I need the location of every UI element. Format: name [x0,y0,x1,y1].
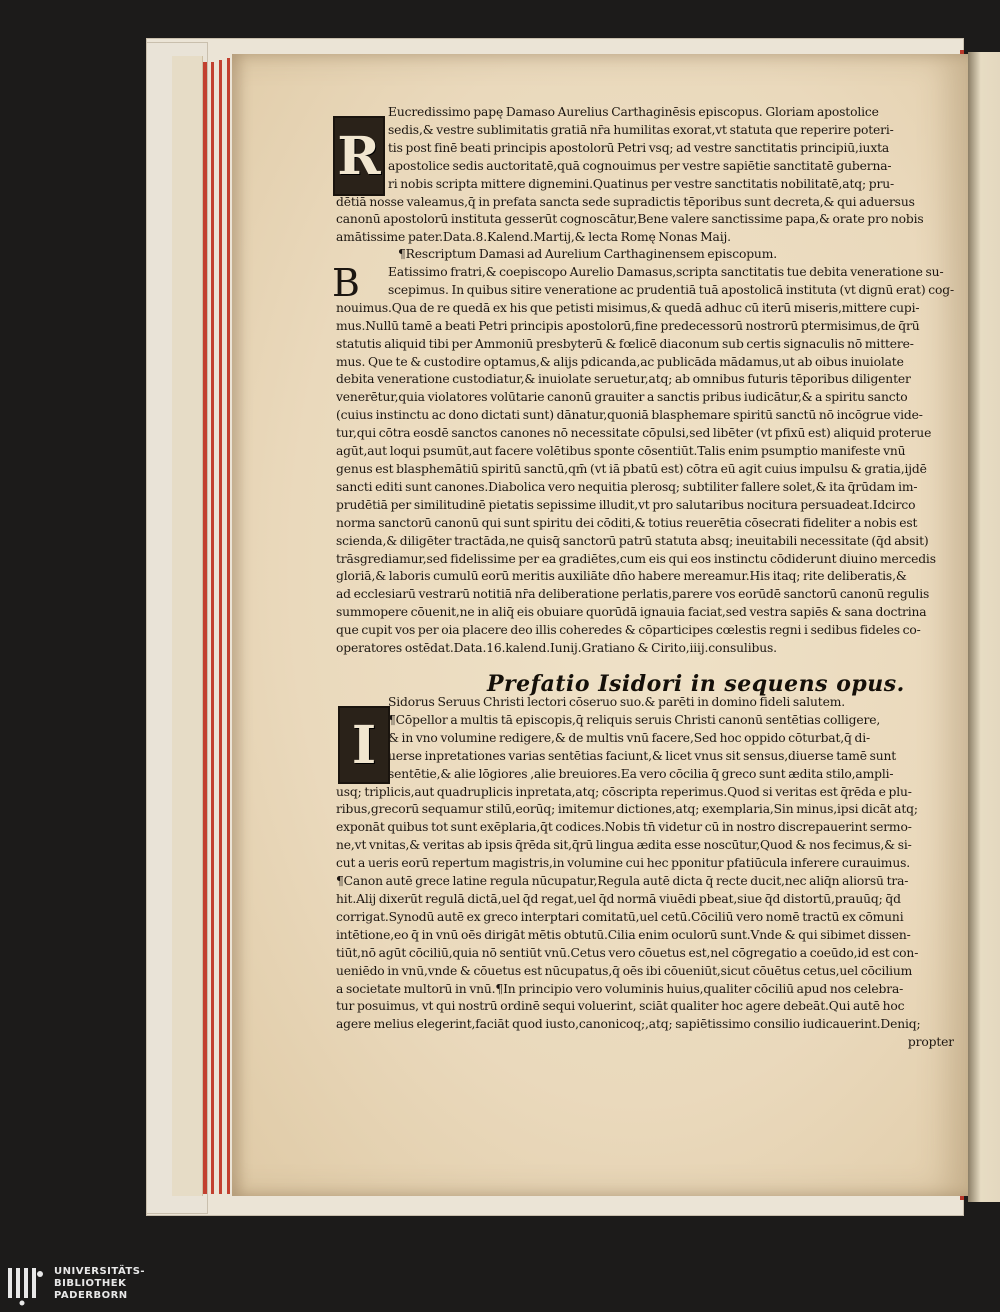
rescript-line: venerētur,quia violatores volūtarie canonū grauiter a sanctis pribus iudicātur,& a spiritu sancto [336,390,908,405]
preface-line: ¶Canon autē grece latine regula nūcupatur,Regula autē dicta q̄ recte ducit,nec aliq̄n aliorsū tra- [336,874,909,889]
rescript-line: scepimus. In quibus sitire veneratione ac prudentiā tuā apostolicā instituta (vt dignū erat) cog- [388,282,954,297]
letter-line: amātissime pater.Data.8.Kalend.Martij,& lecta Romę Nonas Maij. [336,230,731,245]
preface-line: exponāt quibus tot sunt exēplaria,q̄t codices.Nobis tn̄ videtur cū in nostro discrepauerint sermo- [336,820,912,835]
preface-line: ne,vt vnitas,& veritas ab ipsis q̄rēda sit,q̄rū lingua ædita esse noscūtur,Quod & nos fecimus,& si- [336,838,912,853]
decorated-initial-r: R [333,116,385,196]
preface-line: agere melius elegerint,faciāt quod iusto,canonicoq;,atq; sapiētissimo consilio iudicauerint.Deniq; [336,1017,921,1032]
preface-line: ribus,grecorū sequamur stilū,eorūq; imitemur dictiones,atq; exemplaria,Sin minus,ipsi dicāt atq; [336,802,918,817]
rescript-line: agūt,aut loqui psumūt,aut facere volētibus sponte cōsentiūt.Talis enim psumptio manifeste vnū [336,444,906,459]
rescript-line: mus.Nullū tamē a beati Petri principis apostolorū,fine predecessorū nostrorū ptermisimus,de q̄rū [336,318,920,333]
rescript-line: debita veneratione custodiatur,& inuiolate seruetur,atq; ab omnibus futuris tēporibus diligenter [336,372,911,387]
logo-line-1: UNIVERSITÄTS- [54,1266,146,1277]
letter-line: canonū apostolorū instituta gesserūt cognoscātur,Bene valere sanctissime papa,& orate pro nobis [336,212,924,227]
rescript-line: summopere cōuenit,ne in aliq̄ eis obuiare quorūdā ignauia faciat,sed vestra sapiēs & sana doctrina [336,605,927,620]
library-logo-text [54,1266,145,1302]
preface-line: uerse inpretationes varias sentētias faciunt,& licet vnus sit sensus,diuerse tamē sunt [388,748,897,763]
rescript-title-block [336,246,954,264]
red-page-edge-3 [219,60,222,1194]
book-page [232,54,968,1196]
preface-line: sentētie,& alie lōgiores ,alie breuiores.Ea vero cōcilia q̄ greco sunt ædita stilo,ampli- [388,766,894,781]
logo-line-3: PADERBORN [54,1290,128,1301]
rescript-text-block [336,264,954,658]
rescript-title: ¶Rescriptum Damasi ad Aurelium Carthaginensem episcopum. [398,247,777,261]
letter-line: Eucredissimo papę Damaso Aurelius Carthaginēsis episcopus. Gloriam apostolice [388,105,879,119]
preface-line: & in vno volumine redigere,& de multis vnū facere,Sed hoc oppido cōturbat,q̄ di- [388,730,871,745]
rescript-line: scienda,& diligēter tractāda,ne quisq̄ sanctorū patrū statuta absq; ineuitabili necessitate (q̄d absit) [336,533,929,548]
rescript-line: trāsgrediamur,sed fidelissime per ea gradiētes,cum eis qui eos instinctu cōdiderunt diuino mercedis [336,551,936,566]
rescript-line: (cuius instinctu ac dono dictati sunt) dānatur,quoniā blasphemare spiritū sanctū nō incōgrue vide- [336,408,923,423]
preface-text-block [336,694,954,1052]
letter-line: tis post finē beati principis apostolorū Petri vsq; ad vestre sanctitatis principiū,iuxta [388,140,890,155]
letter-line: ri nobis scripta mittere dignemini.Quatinus per vestre sanctitatis nobilitatē,atq; pru- [388,176,894,191]
facing-page-edge [968,52,1000,1202]
rescript-line: statutis aliquid tibi per Ammoniū presbyterū & fœlicē diaconum sub certis signaculis nō mittere- [336,336,914,351]
rescript-line: operatores ostēdat.Data.16.kalend.Iunij.Gratiano & Cirito,iiij.consulibus. [336,641,777,656]
preface-line: hit.Alij dixerūt regulā dictā,uel q̄d regat,uel q̄d normā viuēdi pbeat,siue q̄d distortū,prauūq; q̄d [336,891,901,906]
rescript-line: gloriā,& laboris cumulū eorū meritis auxiliāte dn̄o habere mereamur.His itaq; rite deliberatis,& [336,569,907,584]
preface-line: cut a ueris eorū repertum magistris,in volumine cui hec pponitur pfatiūcula inferere curauimus. [336,856,911,871]
logo-line-2: BIBLIOTHEK [54,1278,127,1289]
red-page-edge-1 [203,62,207,1194]
rescript-line: genus est blasphemātiū spiritū sanctū,qm̄ (vt iā pbatū est) cōtra eū agit cuius impulsu & gratia,ijdē [336,461,927,476]
preface-line: tiūt,nō agūt cōciliū,quia nō sentiūt vnū.Cetus vero cōuetus est,nel cōgregatio a coeūdo,id est con- [336,945,919,960]
preface-line: tur posuimus, vt qui nostrū ordinē sequi voluerint, sciāt qualiter hoc agere debeāt.Qui autē hoc [336,999,905,1014]
library-logo-icon [6,1266,46,1306]
letter-text-block [336,104,954,247]
letter-line: apostolice sedis auctoritatē,quā cognouimus per vestre sapiētie sanctitatē guberna- [388,158,892,173]
letter-line: sedis,& vestre sublimitatis gratiā nr̄a humilitas exorat,vt statuta que reperire poteri- [388,122,894,137]
footer-bar [0,1262,1000,1312]
rescript-line: nouimus.Qua de re quedā ex his que petisti misimus,& quedā adhuc cū iterū miseris,mittere cupi- [336,300,920,315]
preface-heading: Prefatio Isidori in sequens opus. [487,671,905,697]
red-page-edge-2 [211,62,214,1194]
red-page-edge-4 [227,58,230,1194]
rescript-line: Eatissimo fratri,& coepiscopo Aurelio Damasus,scripta sanctitatis tue debita veneratione su- [388,265,944,279]
rescript-line: ad ecclesiarū vestrarū notitiā nr̄a deliberatione perlatis,parere vos eorūdē sanctorū canonū regulis [336,587,930,602]
letter-line: dētiā nosse valeamus,q̄ in prefata sancta sede supradictis tēporibus sunt decreta,& qui aduersus [336,194,915,209]
rescript-line: mus. Que te & custodire optamus,& alijs pdicanda,ac publicāda mādamus,ut ab oibus inuiolate [336,354,904,369]
rescript-line: norma sanctorū canonū qui sunt spiritu dei cōditi,& totius reuerētia cōsecrati fideliter a nobis est [336,515,918,530]
initial-b: B [332,261,360,305]
rescript-line: tur,qui cōtra eosdē sanctos canones nō necessitate cōpulsi,sed libēter (vt pfixū est) aliquid proterue [336,426,932,441]
rescript-line: sancti editi sunt canones.Diabolica vero nequitia plerosq; subtiliter fallere solet,& ita q̄rūdam im- [336,479,918,494]
preface-line: usq; triplicis,aut quadruplicis inpretata,atq; cōscripta reperimus.Quod si veritas est q̄rēda e plu- [336,784,912,799]
preface-line: corrigat.Synodū autē ex greco interptari comitatū,uel cetū.Cōciliū vero nomē tractū ex cōmuni [336,909,904,924]
preface-line: ueniēdo in vnū,vnde & cōuetus est nūcupatus,q̄ oēs ibi cōueniūt,sicut cōuētus cetus,uel cōcilium [336,963,913,978]
page-stack-edge [172,56,203,1196]
preface-line: Sidorus Seruus Christi lectori cōseruo suo.& parēti in domino fideli salutem. [388,695,845,709]
rescript-line: prudētiā per similitudinē pietatis sepissime illudit,vt pro salutaribus nocitura persuadeat.Idcirco [336,497,916,512]
decorated-initial-i: I [338,706,390,784]
preface-line: a societate multorū in vnū.¶In principio vero voluminis huius,qualiter cōciliū apud nos celebra- [336,981,904,996]
rescript-line: que cupit vos per oia placere deo illis coheredes & cōparticipes cœlestis regni i sedibus fideles co- [336,623,921,638]
preface-line: propter [907,1035,954,1050]
preface-line: ¶Cōpellor a multis tā episcopis,q̄ reliquis seruis Christi canonū sentētias colligere, [388,712,881,727]
preface-line: intētione,eo q̄ in vnū oēs dirigāt mētis obtutū.Cilia enim oculorū sunt.Vnde & qui sibimet dissen- [336,927,911,942]
